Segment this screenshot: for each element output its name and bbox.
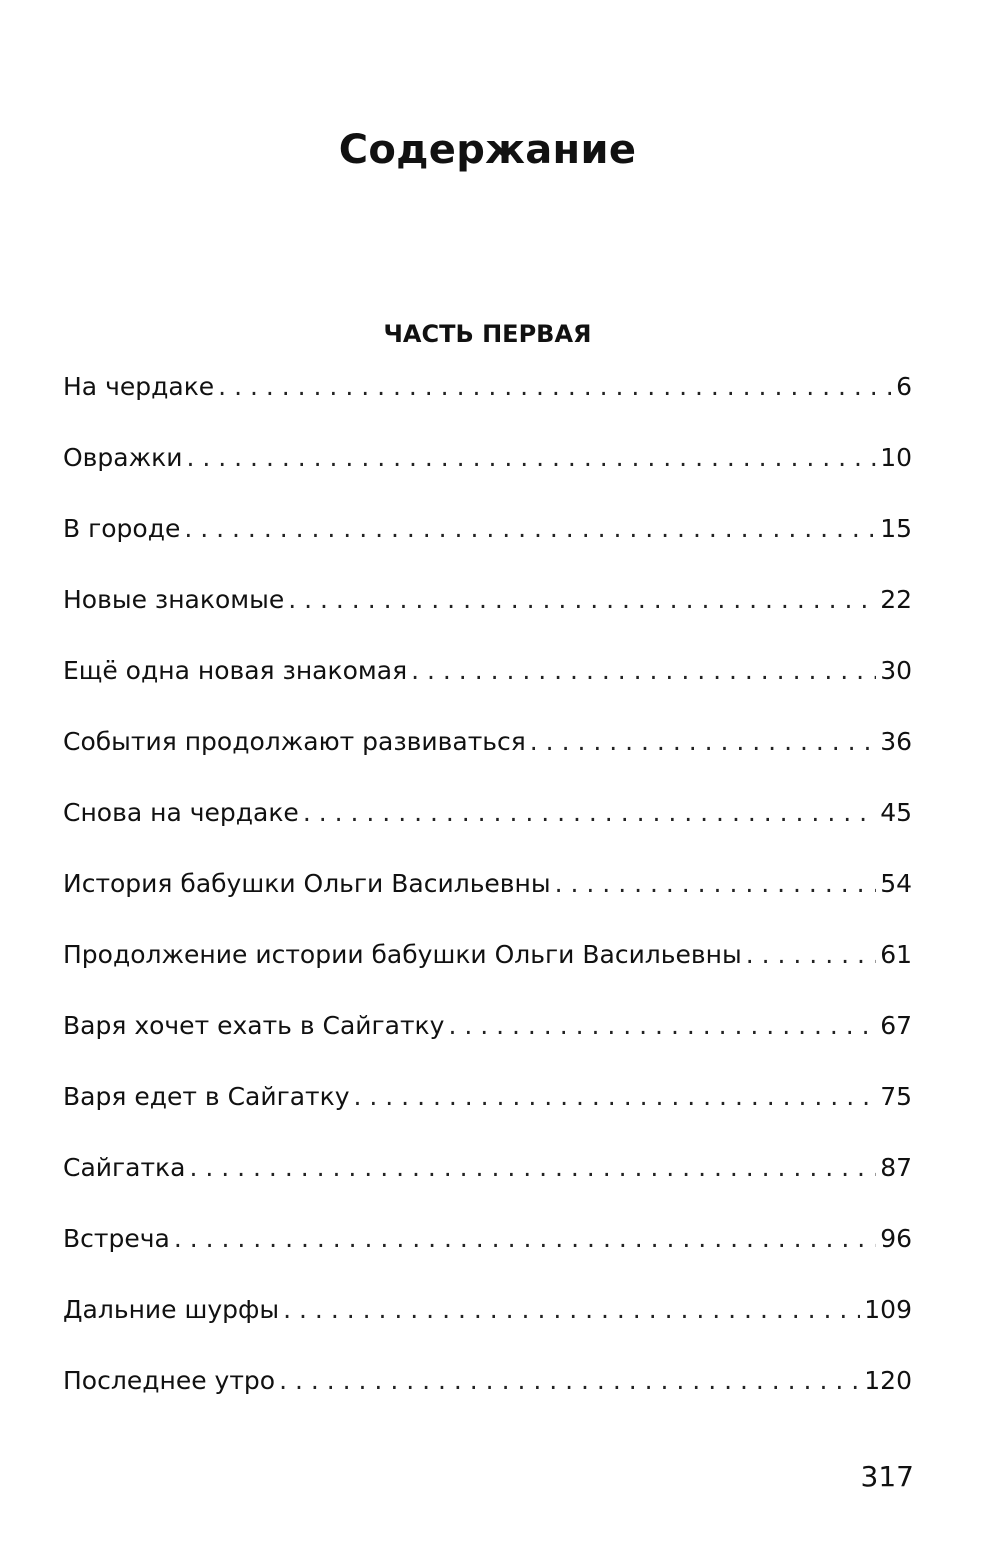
toc-entry-page: 120	[864, 1366, 912, 1395]
toc-entry	[63, 1216, 912, 1287]
dot-leader	[218, 364, 892, 410]
page-title: Содержание	[338, 126, 637, 173]
dot-leader	[448, 1003, 876, 1049]
dot-leader	[530, 719, 876, 765]
toc-entry-title: Новые знакомые	[63, 585, 285, 614]
toc-entry	[63, 790, 912, 861]
toc-entry-title: Дальние шурфы	[63, 1295, 280, 1324]
toc-entry-title: История бабушки Ольги Васильевны	[63, 869, 551, 898]
toc-entry-title: На чердаке	[63, 372, 215, 401]
toc-entry-page: 45	[880, 798, 912, 827]
toc-entry	[63, 1003, 912, 1074]
toc-entry-page: 6	[896, 372, 912, 401]
dot-leader	[555, 861, 877, 907]
toc-entry-title: В городе	[63, 514, 181, 543]
toc-entry	[63, 1074, 912, 1145]
toc-entry-title: Ещё одна новая знакомая	[63, 656, 408, 685]
toc-entry-page: 61	[880, 940, 912, 969]
dot-leader	[303, 790, 876, 836]
toc-entry	[63, 506, 912, 577]
toc-entry-title: Варя хочет ехать в Сайгатку	[63, 1011, 445, 1040]
toc-entry	[63, 364, 912, 435]
toc-entry-title: Овражки	[63, 443, 183, 472]
dot-leader	[288, 577, 876, 623]
toc-entry-page: 96	[880, 1224, 912, 1253]
toc-entry-title: Последнее утро	[63, 1366, 276, 1395]
dot-leader	[184, 506, 876, 552]
part-heading: ЧАСТЬ ПЕРВАЯ	[383, 319, 592, 348]
toc-entry-title: Снова на чердаке	[63, 798, 299, 827]
dot-leader	[174, 1216, 876, 1262]
table-of-contents	[63, 364, 912, 1429]
toc-entry	[63, 1145, 912, 1216]
dot-leader	[411, 648, 876, 694]
toc-entry	[63, 719, 912, 790]
toc-entry-page: 67	[880, 1011, 912, 1040]
dot-leader	[279, 1358, 860, 1404]
toc-entry-page: 54	[880, 869, 912, 898]
dot-leader	[354, 1074, 877, 1120]
page-number: 317	[860, 1460, 914, 1493]
toc-entry	[63, 1358, 912, 1429]
toc-entry-title: Встреча	[63, 1224, 170, 1253]
dot-leader	[283, 1287, 860, 1333]
toc-entry-title: Варя едет в Сайгатку	[63, 1082, 350, 1111]
toc-entry	[63, 1287, 912, 1358]
toc-entry	[63, 435, 912, 506]
toc-entry-page: 22	[880, 585, 912, 614]
toc-entry-page: 87	[880, 1153, 912, 1182]
toc-entry	[63, 932, 912, 1003]
toc-entry-page: 109	[864, 1295, 912, 1324]
dot-leader	[746, 932, 876, 978]
toc-entry	[63, 861, 912, 932]
dot-leader	[186, 435, 876, 481]
toc-entry-page: 30	[880, 656, 912, 685]
toc-entry-page: 75	[880, 1082, 912, 1111]
toc-entry-title: События продолжают развиваться	[63, 727, 526, 756]
toc-entry-page: 15	[880, 514, 912, 543]
toc-entry	[63, 648, 912, 719]
dot-leader	[189, 1145, 876, 1191]
toc-entry-title: Сайгатка	[63, 1153, 186, 1182]
toc-entry-page: 10	[880, 443, 912, 472]
toc-entry-page: 36	[880, 727, 912, 756]
toc-entry	[63, 577, 912, 648]
toc-entry-title: Продолжение истории бабушки Ольги Васильевны	[63, 940, 742, 969]
